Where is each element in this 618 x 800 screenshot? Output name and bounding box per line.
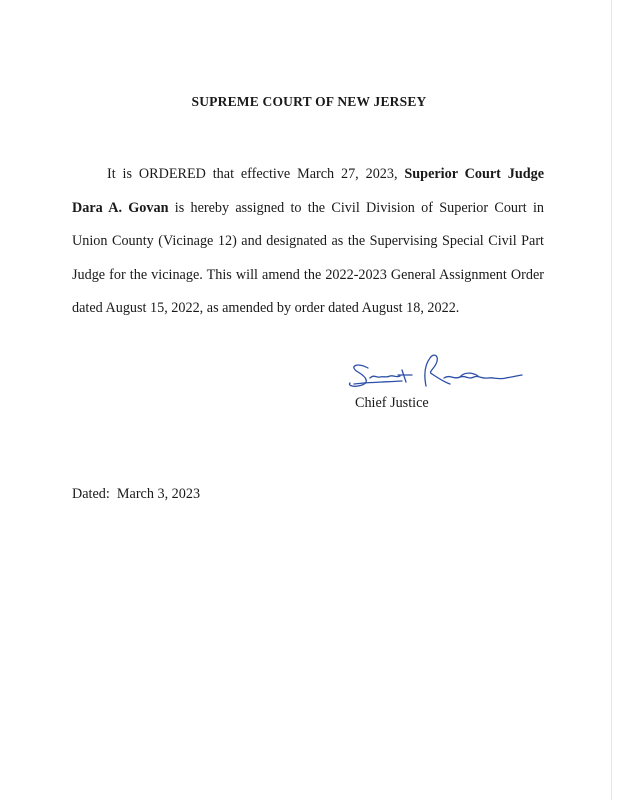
chief-justice-signature bbox=[340, 348, 530, 398]
order-intro: It is ORDERED that effective March 27, 2023, bbox=[107, 166, 405, 182]
dated-date: March 3, 2023 bbox=[116, 486, 201, 502]
dated-line bbox=[72, 486, 200, 503]
scan-edge-line bbox=[611, 0, 612, 800]
dated-label: Dated: bbox=[72, 486, 110, 502]
order-paragraph bbox=[72, 158, 544, 326]
judge-name: Superior Court Judge Dara A. Govan bbox=[72, 166, 545, 216]
signatory-title: Chief Justice bbox=[355, 395, 429, 411]
court-heading: SUPREME COURT OF NEW JERSEY bbox=[191, 94, 427, 109]
order-rest: is hereby assigned to the Civil Division of Superior Court in Union County (Vicinage 12) and designated as the Supervising Special Civil Part Judge for the vicinage. This will amend the 2022-2023 General Assignment Order dated August 15, 2022, as amended by order dated August 18, 2022. bbox=[72, 199, 544, 316]
